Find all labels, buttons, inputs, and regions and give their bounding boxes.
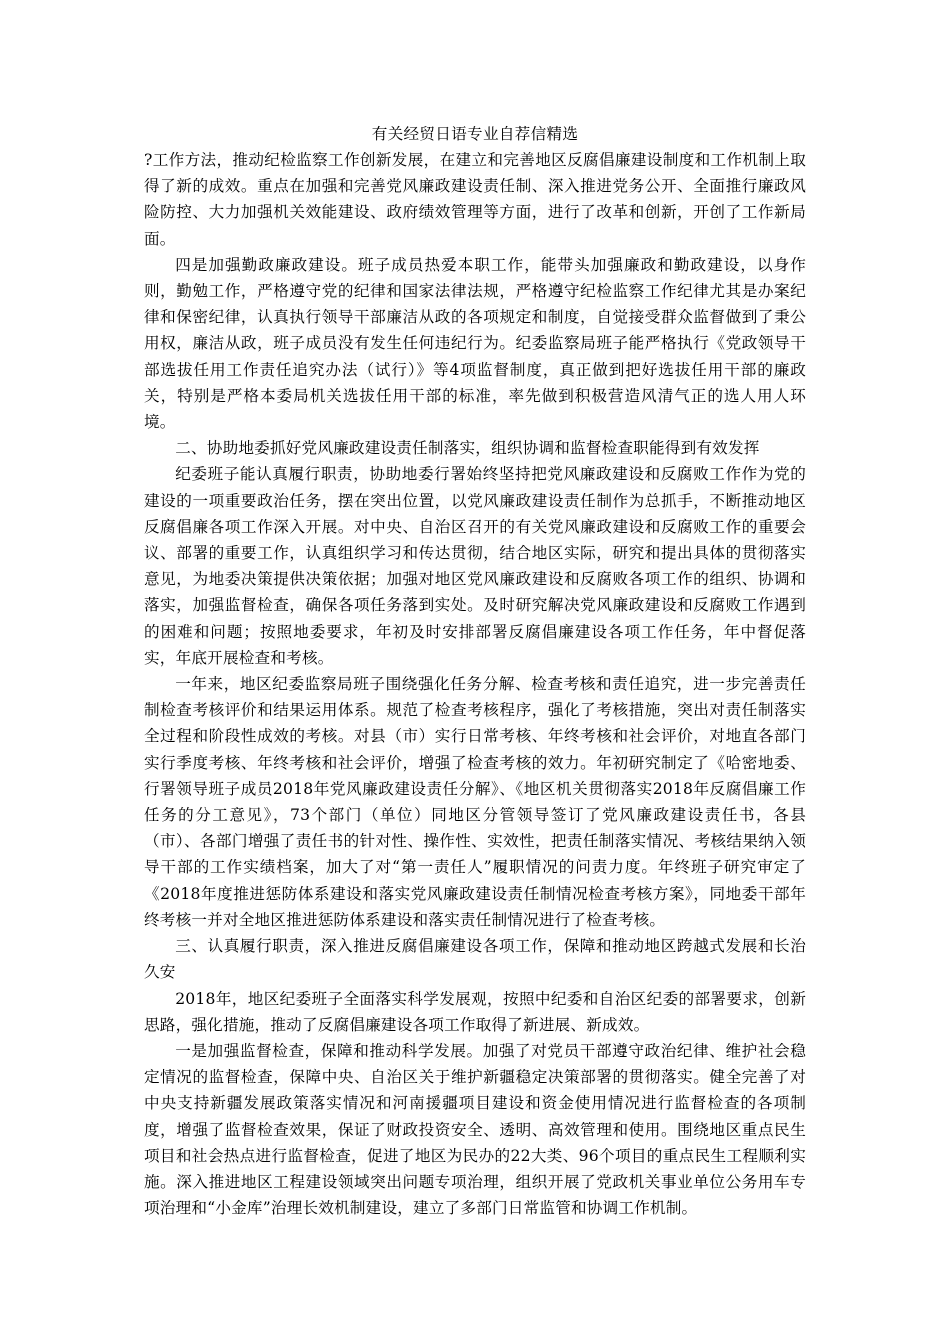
section-heading-3: 三、认真履行职责，深入推进反腐倡廉建设各项工作，保障和推动地区跨越式发展和长治久安 [144,937,806,982]
document-page [144,121,806,1221]
paragraph-3: 纪委班子能认真履行职责，协助地委行署始终坚持把党风廉政建设和反腐败工作作为党的建设的一项重要政治任务，摆在突出位置，以党风廉政建设责任制作为总抓手，不断推动地区反腐倡廉各项工作深入开展。对中央、自治区召开的有关党风廉政建设和反腐败工作的重要会议、部署的重要工作，认真组织学习和传达贯彻，结合地区实际，研究和提出具体的贯彻落实意见，为地委决策提供决策依据；加强对地区党风廉政建设和反腐败各项工作的组织、协调和落实，加强监督检查，确保各项任务落到实处。及时研究解决党风廉政建设和反腐败工作遇到的困难和问题；按照地委要求，年初及时安排部署反腐倡廉建设各项工作任务，年中督促落实，年底开展检查和考核。 [144,465,806,667]
paragraph-6: 一是加强监督检查，保障和推动科学发展。加强了对党员干部遵守政治纪律、维护社会稳定情况的监督检查，保障中央、自治区关于维护新疆稳定决策部署的贯彻落实。健全完善了对中央支持新疆发展政策落实情况和河南援疆项目建设和资金使用情况进行监督检查的各项制度，增强了监督检查效果，保证了财政投资安全、透明、高效管理和使用。围绕地区重点民生项目和社会热点进行监督检查，促进了地区为民办的22大类、96个项目的重点民生工程顺利实施。深入推进地区工程建设领域突出问题专项治理，组织开展了党政机关事业单位公务用车专项治理和“小金库”治理长效机制建设，建立了多部门日常监管和协调工作机制。 [144,1041,806,1218]
paragraph-2: 四是加强勤政廉政建设。班子成员热爱本职工作，能带头加强廉政和勤政建设，以身作则，勤勉工作，严格遵守党的纪律和国家法律法规，严格遵守纪检监察工作纪律尤其是办案纪律和保密纪律，认真执行领导干部廉洁从政的各项规定和制度，自觉接受群众监督做到了秉公用权，廉洁从政，班子成员没有发生任何违纪行为。纪委监察局班子能严格执行《党政领导干部选拔任用工作责任追究办法（试行）》等4项监督制度，真正做到把好选拔任用干部的廉政关，特别是严格本委局机关选拔任用干部的标准，率先做到积极营造风清气正的选人用人环境。 [144,255,806,432]
paragraph-5: 2018年，地区纪委班子全面落实科学发展观，按照中纪委和自治区纪委的部署要求，创新思路，强化措施，推动了反腐倡廉建设各项工作取得了新进展、新成效。 [144,989,806,1034]
paragraph-1: ?工作方法，推动纪检监察工作创新发展，在建立和完善地区反腐倡廉建设制度和工作机制上取得了新的成效。重点在加强和完善党风廉政建设责任制、深入推进党务公开、全面推行廉政风险防控、大力加强机关效能建设、政府绩效管理等方面，进行了改革和创新，开创了工作新局面。 [144,151,806,248]
paragraph-4: 一年来，地区纪委监察局班子围绕强化任务分解、检查考核和责任追究，进一步完善责任制检查考核评价和结果运用体系。规范了检查考核程序，强化了考核措施，突出对责任制落实全过程和阶段性成效的考核。对县（市）实行日常考核、年终考核和社会评价，对地直各部门实行季度考核、年终考核和社会评价，增强了检查考核的效力。年初研究制定了《哈密地委、行署领导班子成员2018年党风廉政建设责任分解》、《地区机关贯彻落实2018年反腐倡廉工作任务的分工意见》，73个部门（单位）同地区分管领导签订了党风廉政建设责任书，各县（市）、各部门增强了责任书的针对性、操作性、实效性，把责任制落实情况、考核结果纳入领导干部的工作实绩档案，加大了对“第一责任人”履职情况的问责力度。年终班子研究审定了《2018年度推进惩防体系建设和落实党风廉政建设责任制情况检查考核方案》，同地委干部年终考核一并对全地区推进惩防体系建设和落实责任制情况进行了检查考核。 [144,675,806,929]
section-heading-2: 二、协助地委抓好党风廉政建设责任制落实，组织协调和监督检查职能得到有效发挥 [175,439,760,458]
document-title: 有关经贸日语专业自荐信精选 [371,125,579,143]
